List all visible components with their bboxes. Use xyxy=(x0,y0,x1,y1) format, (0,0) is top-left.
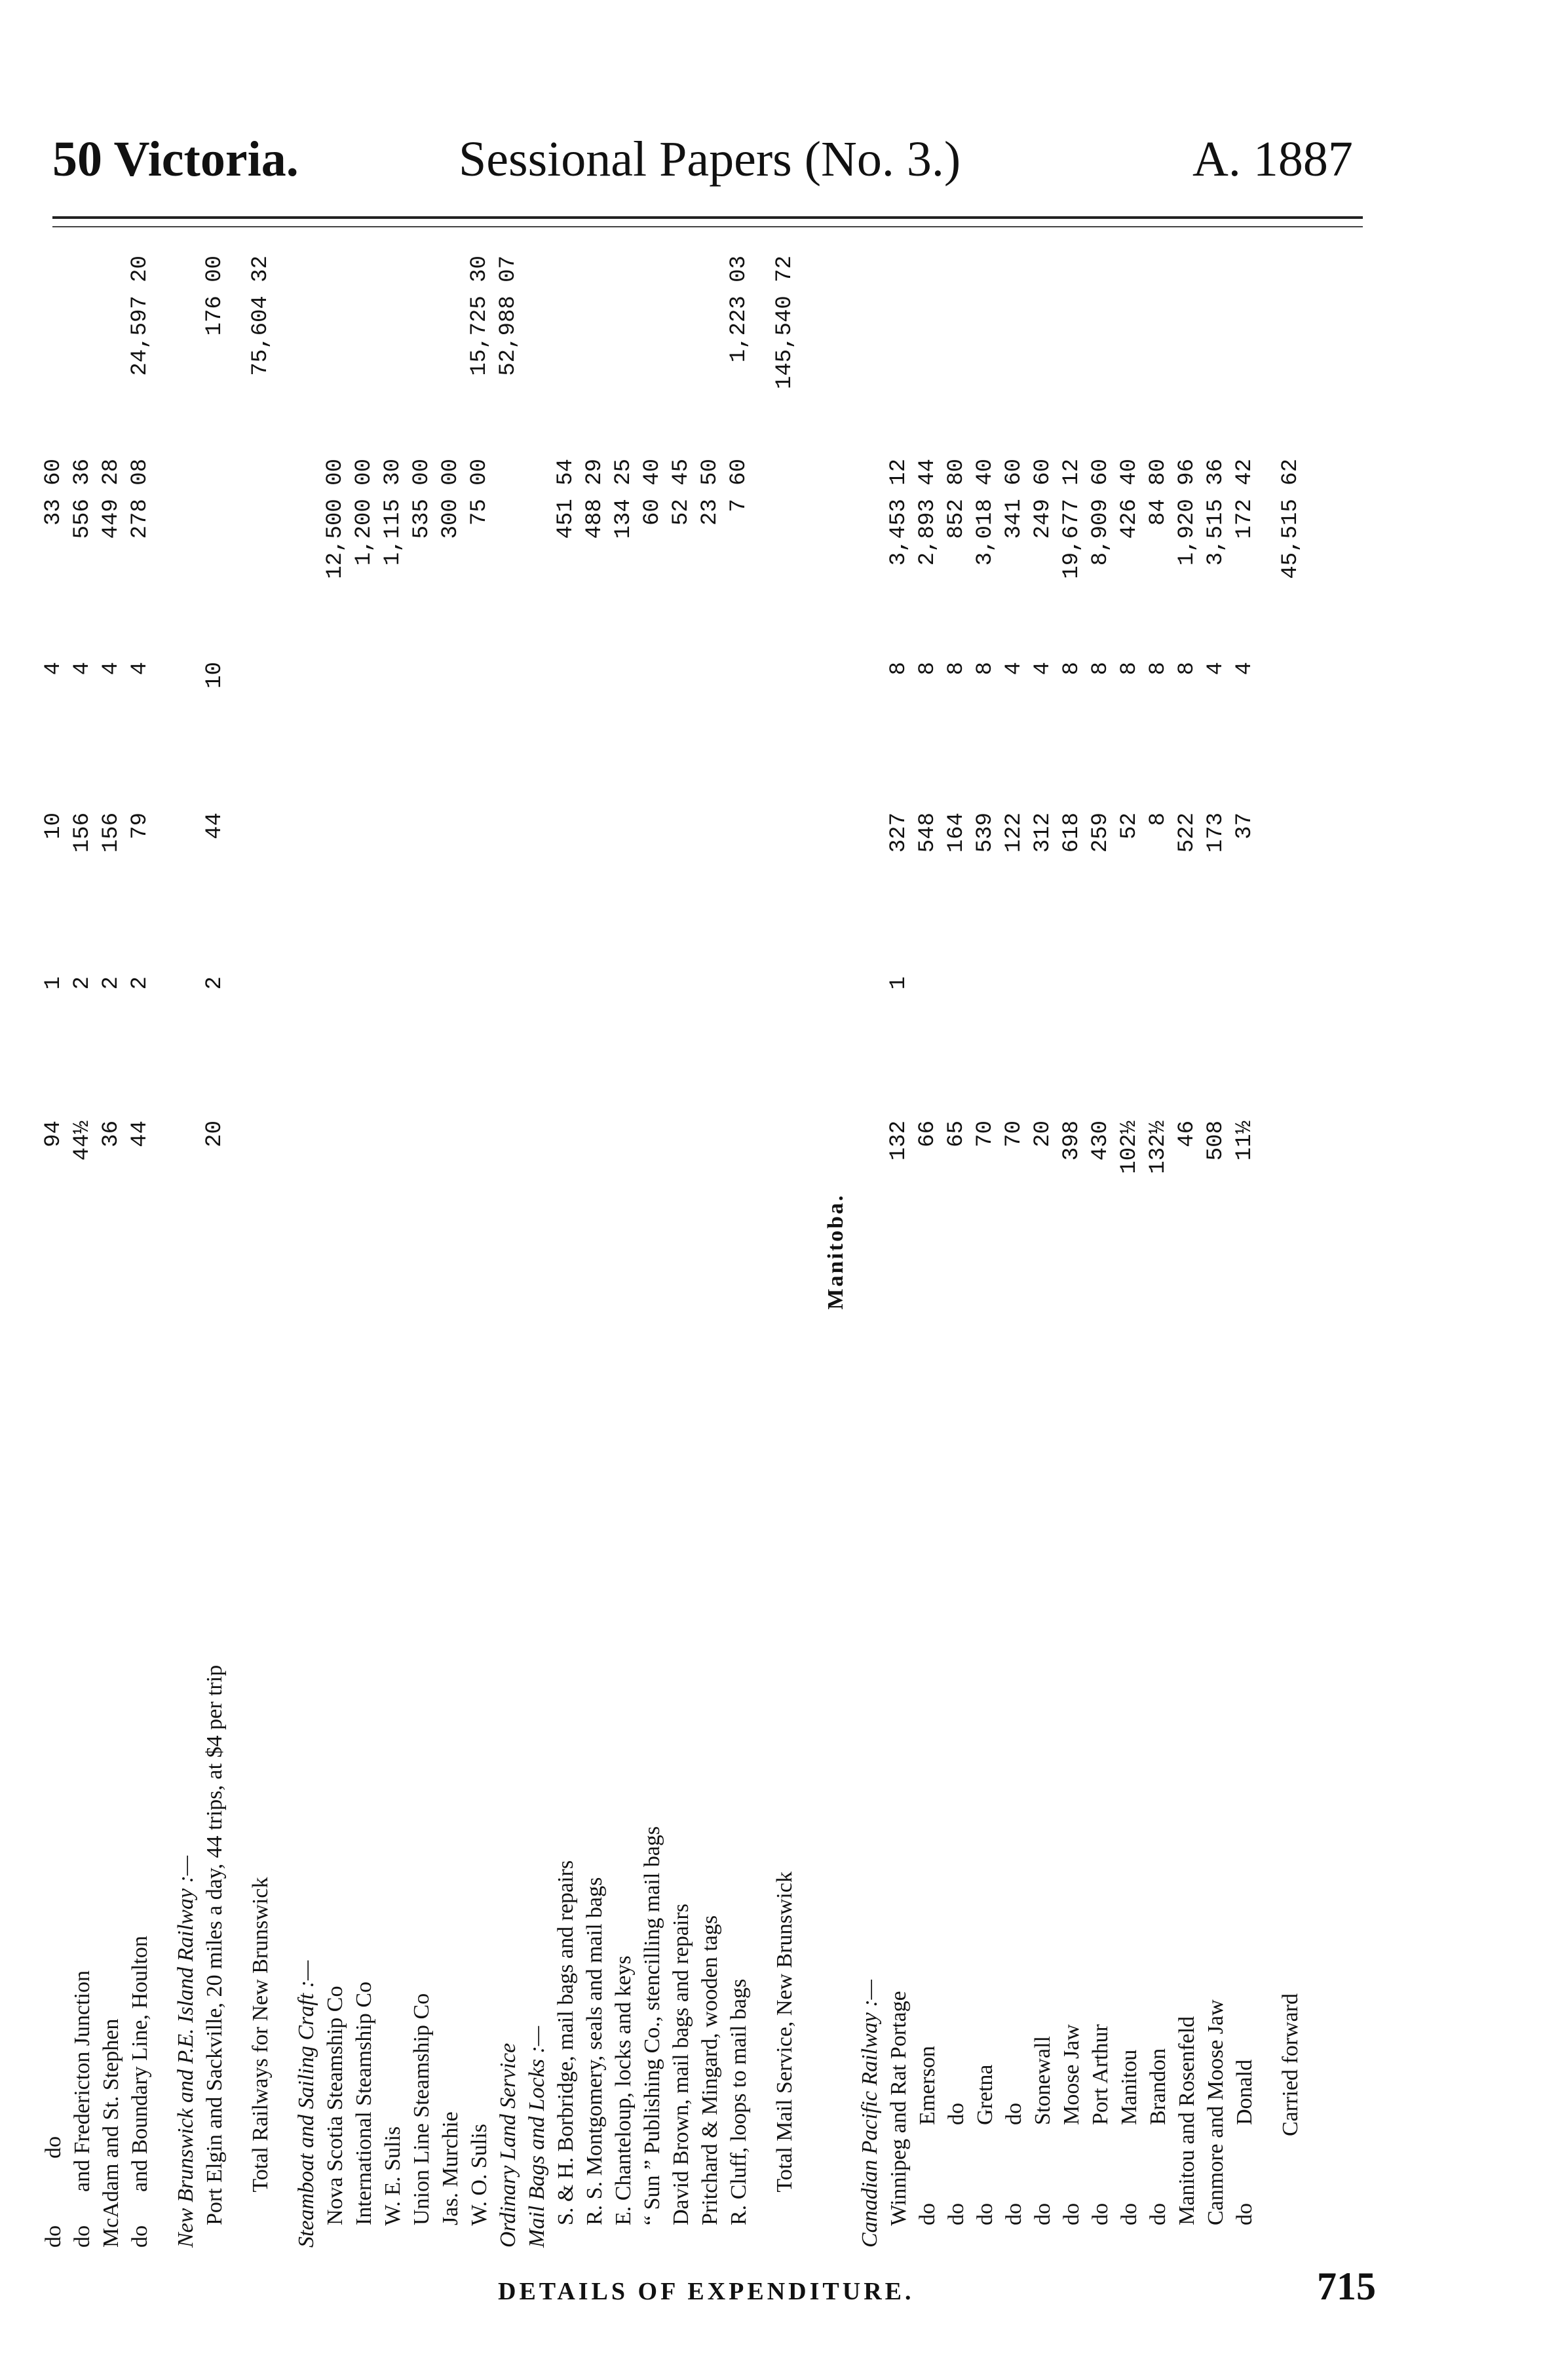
cell-miles: 20 xyxy=(1031,1121,1056,1147)
cell-dist: 8 xyxy=(1146,813,1171,826)
cell-miles: 44½ xyxy=(70,1121,95,1161)
cell-freq: 8 xyxy=(886,662,911,676)
cell-miles: 430 xyxy=(1088,1121,1113,1161)
table-row xyxy=(725,249,753,2254)
cell-freq: 8 xyxy=(973,662,998,676)
cell-amt: 1,200 00 xyxy=(352,459,377,566)
page-number: 715 xyxy=(1317,2265,1376,2308)
cell-amt: 8,909 60 xyxy=(1088,459,1113,566)
rotated-table-wrapper xyxy=(39,249,1369,2254)
cell-dist: 312 xyxy=(1031,813,1056,853)
cell-amt: 341 60 xyxy=(1002,459,1027,539)
row-description: David Brown, mail bags and repairs xyxy=(669,1904,693,2248)
row-description: Canadian Pacific Railway :— xyxy=(858,1980,882,2248)
cell-amt: 426 40 xyxy=(1117,459,1142,539)
cell-dist: 10 xyxy=(41,813,66,839)
cell-amt: 12,500 00 xyxy=(323,459,348,579)
row-description: Pritchard & Mingard, wooden tags xyxy=(698,1915,722,2248)
cell-amt: 488 29 xyxy=(582,459,607,539)
cell-dist: 522 xyxy=(1175,813,1200,853)
table-row xyxy=(1276,249,1305,2254)
cell-tot: 75,604 32 xyxy=(248,256,273,376)
cell-amt: 84 80 xyxy=(1146,459,1171,526)
table-row xyxy=(1230,249,1259,2254)
row-description: International Steamship Co xyxy=(352,1981,376,2248)
row-description: Total Mail Service, New Brunswick xyxy=(772,1871,797,2248)
cell-miles: 94 xyxy=(41,1121,66,1147)
table-row xyxy=(799,249,816,2254)
cell-freq: 10 xyxy=(202,662,227,689)
row-description: do Emerson xyxy=(915,2046,940,2248)
cell-dist: 156 xyxy=(70,813,95,853)
footer-title: DETAILS OF EXPENDITURE. xyxy=(498,2278,915,2305)
cell-amt: 60 40 xyxy=(640,459,665,526)
cell-dist: 173 xyxy=(1204,813,1229,853)
cell-trips: 2 xyxy=(99,976,124,990)
cell-amt: 2,893 44 xyxy=(915,459,940,566)
row-description: do do xyxy=(41,2136,66,2248)
cell-dist: 618 xyxy=(1059,813,1084,853)
rotated-table xyxy=(39,249,1369,2254)
table-row xyxy=(1057,249,1086,2254)
cell-tot: 145,540 72 xyxy=(772,256,797,390)
table-row xyxy=(172,249,200,2254)
row-description: do Donald xyxy=(1232,2059,1257,2248)
row-description: do and Fredericton Junction xyxy=(70,1970,94,2248)
cell-miles: 132½ xyxy=(1146,1121,1171,1174)
row-description: do Stonewall xyxy=(1031,2036,1055,2248)
table-row xyxy=(609,249,638,2254)
row-description: do Moose Jaw xyxy=(1059,2024,1084,2248)
row-description: Canmore and Moose Jaw xyxy=(1204,1999,1228,2248)
cell-miles: 132 xyxy=(886,1121,911,1161)
table-row xyxy=(292,249,321,2254)
table-row xyxy=(494,249,523,2254)
row-description: W. O. Sulis xyxy=(467,2124,491,2248)
cell-miles: 508 xyxy=(1204,1121,1229,1161)
table-row xyxy=(97,249,126,2254)
cell-amt: 33 60 xyxy=(41,459,66,526)
table-row xyxy=(856,249,885,2254)
cell-freq: 8 xyxy=(1117,662,1142,676)
row-description: Union Line Steamship Co xyxy=(410,1993,434,2248)
table-row xyxy=(200,249,229,2254)
row-description: Mail Bags and Locks :— xyxy=(525,2025,549,2248)
cell-amt: 7 60 xyxy=(727,459,752,512)
table-row xyxy=(1000,249,1029,2254)
table-row xyxy=(1259,249,1276,2254)
cell-tot: 176 00 xyxy=(202,256,227,336)
cell-miles: 65 xyxy=(944,1121,969,1147)
cell-freq: 4 xyxy=(41,662,66,676)
row-description: do Manitou xyxy=(1117,2049,1141,2248)
row-description: S. & H. Borbridge, mail bags and repairs xyxy=(554,1860,578,2248)
cell-tot: 1,223 03 xyxy=(727,256,752,363)
cell-miles: 46 xyxy=(1175,1121,1200,1147)
cell-freq: 4 xyxy=(99,662,124,676)
cell-miles: 44 xyxy=(128,1121,153,1147)
row-description: McAdam and St. Stephen xyxy=(99,2018,123,2248)
table-row xyxy=(696,249,725,2254)
cell-amt: 172 42 xyxy=(1232,459,1257,539)
row-description: do Port Arthur xyxy=(1088,2024,1113,2248)
cell-amt: 134 25 xyxy=(611,459,636,539)
cell-amt: 1,920 96 xyxy=(1175,459,1200,566)
cell-tot: 15,725 30 xyxy=(467,256,492,376)
row-description: Carried forward xyxy=(1278,1993,1303,2248)
cell-miles: 102½ xyxy=(1117,1121,1142,1174)
cell-dist: 37 xyxy=(1232,813,1257,839)
cell-dist: 156 xyxy=(99,813,124,853)
table-row xyxy=(581,249,609,2254)
row-description: R. S. Montgomery, seals and mail bags xyxy=(582,1877,607,2248)
header-left: 50 Victoria. xyxy=(52,132,299,187)
cell-amt: 19,677 12 xyxy=(1059,459,1084,579)
cell-miles: 11½ xyxy=(1232,1121,1257,1161)
cell-dist: 44 xyxy=(202,813,227,839)
expenditure-table xyxy=(39,249,1305,2254)
cell-amt: 451 54 xyxy=(554,459,579,539)
table-row xyxy=(379,249,408,2254)
table-row xyxy=(1144,249,1173,2254)
header-center: Sessional Papers (No. 3.) xyxy=(459,132,961,187)
table-row xyxy=(408,249,436,2254)
cell-amt: 556 36 xyxy=(70,459,95,539)
cell-amt: 75 00 xyxy=(467,459,492,526)
cell-amt: 23 50 xyxy=(698,459,723,526)
cell-freq: 8 xyxy=(1175,662,1200,676)
table-row xyxy=(350,249,379,2254)
table-row xyxy=(275,249,292,2254)
table-row xyxy=(229,249,246,2254)
table-row xyxy=(1202,249,1230,2254)
cell-freq: 8 xyxy=(944,662,969,676)
row-description: do do xyxy=(1002,2103,1026,2248)
cell-amt: 1,115 30 xyxy=(381,459,406,566)
row-description: Port Elgin and Sackville, 20 miles a day, 44 trips, at $4 per trip xyxy=(202,1664,227,2248)
cell-amt: 535 00 xyxy=(410,459,434,539)
cell-amt: 449 28 xyxy=(99,459,124,539)
row-description: Jas. Murchie xyxy=(438,2111,463,2248)
row-description: “ Sun ” Publishing Co., stencilling mail bags xyxy=(640,1826,664,2248)
table-row xyxy=(155,249,172,2254)
header-rule xyxy=(52,216,1363,219)
table-row xyxy=(885,249,913,2254)
table-row xyxy=(1086,249,1115,2254)
row-description: Ordinary Land Service xyxy=(496,2043,520,2248)
cell-freq: 4 xyxy=(1204,662,1229,676)
cell-amt: 52 45 xyxy=(669,459,694,526)
row-description: Steamboat and Sailing Craft :— xyxy=(294,1960,318,2248)
cell-dist: 79 xyxy=(128,813,153,839)
cell-miles: 70 xyxy=(973,1121,998,1147)
cell-amt: 3,018 40 xyxy=(973,459,998,566)
cell-trips: 1 xyxy=(886,976,911,990)
cell-trips: 2 xyxy=(128,976,153,990)
cell-dist: 327 xyxy=(886,813,911,853)
row-description: Total Railways for New Brunswick xyxy=(248,1877,273,2248)
table-row xyxy=(1029,249,1057,2254)
table-row xyxy=(667,249,696,2254)
cell-miles: 36 xyxy=(99,1121,124,1147)
table-row xyxy=(638,249,667,2254)
table-row xyxy=(1115,249,1144,2254)
row-description: do and Boundary Line, Houlton xyxy=(128,1936,152,2248)
cell-freq: 8 xyxy=(1088,662,1113,676)
cell-dist: 164 xyxy=(944,813,969,853)
cell-dist: 259 xyxy=(1088,813,1113,853)
cell-freq: 4 xyxy=(1232,662,1257,676)
cell-amt: 278 08 xyxy=(128,459,153,539)
cell-amt: 852 80 xyxy=(944,459,969,539)
header-rule-thin xyxy=(52,226,1363,227)
cell-amt: 300 00 xyxy=(438,459,463,539)
table-row xyxy=(753,249,771,2254)
header-right: A. 1887 xyxy=(1192,132,1353,187)
cell-amt: 3,453 12 xyxy=(886,459,911,566)
table-row xyxy=(552,249,581,2254)
cell-miles: 398 xyxy=(1059,1121,1084,1161)
cell-freq: 4 xyxy=(128,662,153,676)
table-row xyxy=(39,249,68,2254)
cell-amt: 45,515 62 xyxy=(1278,459,1303,579)
cell-freq: 8 xyxy=(1146,662,1171,676)
table-row xyxy=(68,249,97,2254)
table-row xyxy=(771,249,799,2254)
cell-freq: 4 xyxy=(1031,662,1056,676)
table-row xyxy=(523,249,552,2254)
table-row xyxy=(436,249,465,2254)
cell-freq: 8 xyxy=(915,662,940,676)
cell-dist: 52 xyxy=(1117,813,1142,839)
table-row xyxy=(942,249,971,2254)
cell-amt: 3,515 36 xyxy=(1204,459,1229,566)
row-description: do do xyxy=(944,2103,968,2248)
row-description: Nova Scotia Steamship Co xyxy=(323,1986,347,2248)
cell-freq: 4 xyxy=(70,662,95,676)
table-row xyxy=(321,249,350,2254)
section-heading: Manitoba. xyxy=(824,1193,848,1310)
cell-miles: 70 xyxy=(1002,1121,1027,1147)
cell-miles: 66 xyxy=(915,1121,940,1147)
table-row xyxy=(126,249,155,2254)
cell-dist: 548 xyxy=(915,813,940,853)
table-row xyxy=(1173,249,1202,2254)
cell-trips: 2 xyxy=(70,976,95,990)
table-row xyxy=(913,249,942,2254)
cell-miles: 20 xyxy=(202,1121,227,1147)
cell-amt: 249 60 xyxy=(1031,459,1056,539)
row-description: R. Cluff, loops to mail bags xyxy=(727,1978,751,2248)
cell-freq: 4 xyxy=(1002,662,1027,676)
cell-tot: 24,597 20 xyxy=(128,256,153,376)
cell-tot: 52,988 07 xyxy=(496,256,521,376)
table-row xyxy=(465,249,494,2254)
row-description: do Brandon xyxy=(1146,2048,1170,2248)
table-row xyxy=(971,249,1000,2254)
cell-dist: 122 xyxy=(1002,813,1027,853)
row-description: E. Chanteloup, locks and keys xyxy=(611,1955,636,2248)
row-description: W. E. Sulis xyxy=(381,2126,405,2248)
cell-trips: 1 xyxy=(41,976,66,990)
row-description: do Gretna xyxy=(973,2064,997,2248)
cell-freq: 8 xyxy=(1059,662,1084,676)
row-description: Manitou and Rosenfeld xyxy=(1175,2016,1199,2248)
cell-dist: 539 xyxy=(973,813,998,853)
cell-trips: 2 xyxy=(202,976,227,990)
row-description: New Brunswick and P.E. Island Railway :— xyxy=(174,1855,198,2248)
table-row xyxy=(246,249,275,2254)
row-description: Winnipeg and Rat Portage xyxy=(886,1991,911,2248)
